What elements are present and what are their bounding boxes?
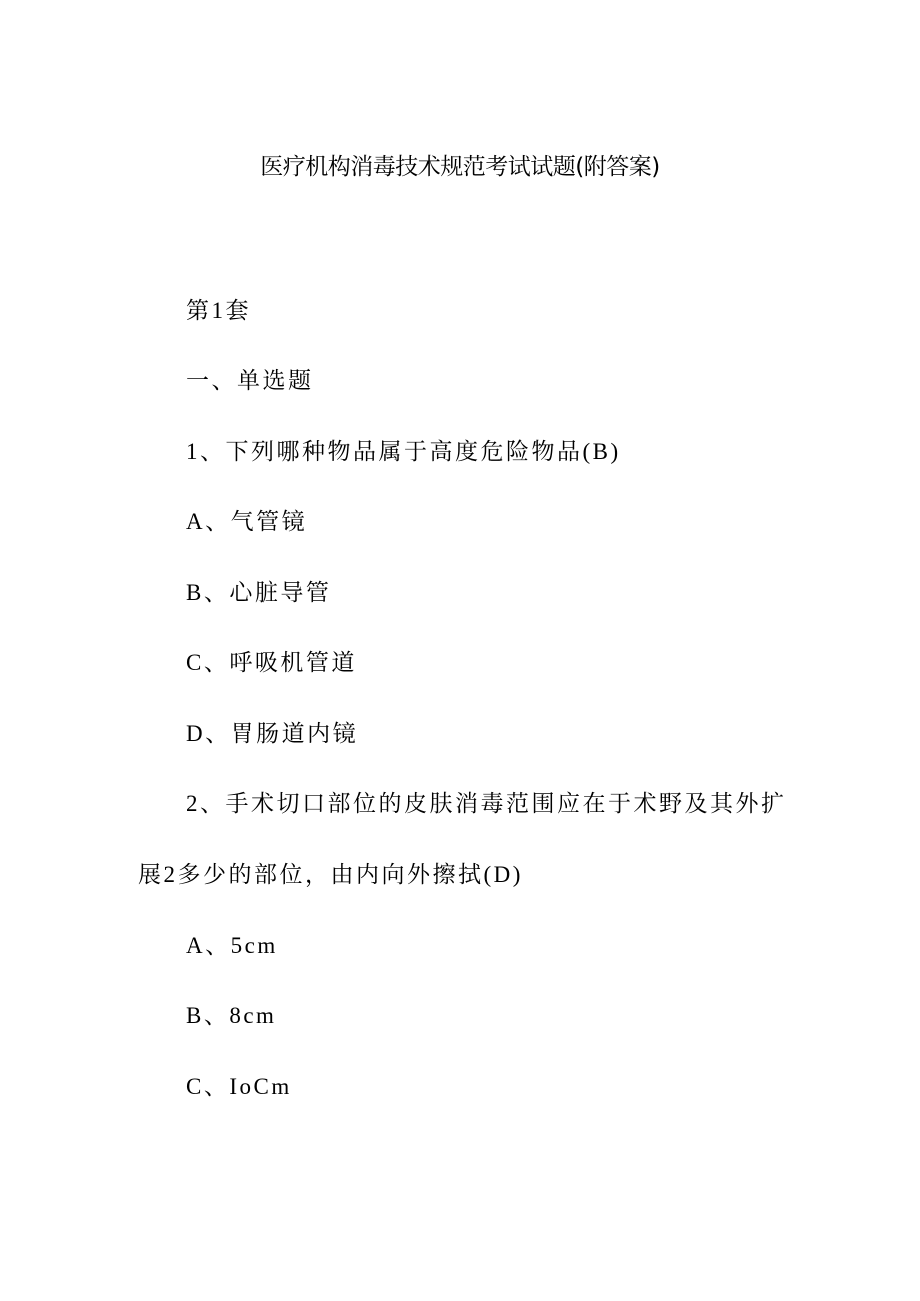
question-2-option-b: B、8cm — [186, 1003, 277, 1028]
question-1-option-b: B、心脏导管 — [186, 580, 332, 605]
section-label: 一、单选题 — [186, 368, 314, 393]
document-title: 医疗机构消毒技术规范考试试题(附答案) — [260, 154, 660, 180]
question-2-stem-line-2: 展2多少的部位，由内向外擦拭(D) — [138, 862, 523, 887]
question-1-option-a: A、气管镜 — [186, 509, 308, 534]
question-2-option-a: A、5cm — [186, 933, 278, 958]
set-label: 第1套 — [186, 298, 251, 323]
question-2-stem-line-1: 2、手术切口部位的皮肤消毒范围应在于术野及其外扩 — [186, 791, 787, 816]
question-1-option-c: C、呼吸机管道 — [186, 650, 357, 675]
question-2-option-c: C、IoCm — [186, 1074, 292, 1099]
question-1-option-d: D、胃肠道内镜 — [186, 721, 359, 746]
question-1-stem: 1、下列哪种物品属于高度危险物品(B) — [186, 439, 621, 464]
